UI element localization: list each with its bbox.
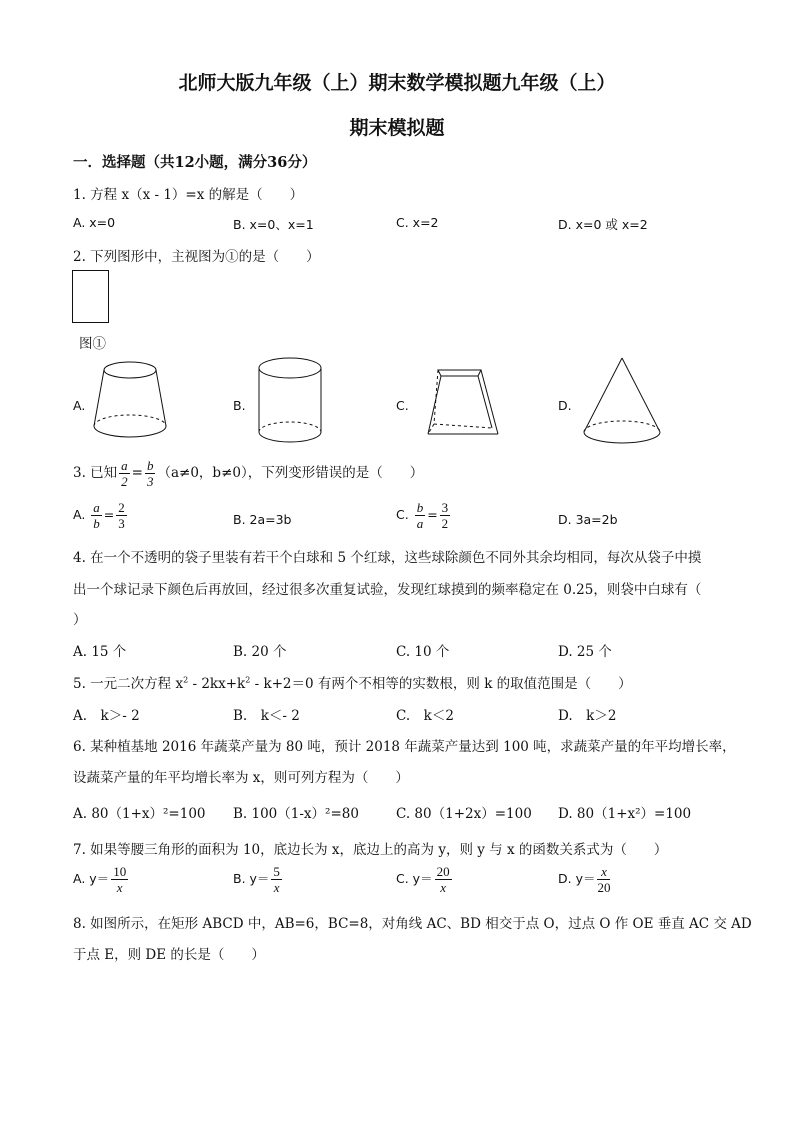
figure-1-label: 图① [79, 336, 106, 352]
fraction: $\frac{5}{x}$ [273, 864, 280, 895]
question-5-option-d: D. k＞2 [558, 708, 617, 724]
question-2-option-a: A. [73, 398, 86, 413]
question-2-option-d: D. [558, 398, 572, 413]
question-3-option-c: C. $\frac{b}{a}$ = $\frac{3}{2}$ [396, 500, 449, 531]
question-6-option-b: B. 100（1-x）²=80 [233, 806, 359, 822]
question-4-line-3: ） [73, 612, 87, 628]
fraction: $\frac{a}{b}$ [93, 500, 100, 531]
question-3-option-a: A. $\frac{a}{b}$ = $\frac{2}{3}$ [73, 500, 125, 531]
fraction: $\frac{b}{3}$ [146, 458, 154, 489]
question-5-option-b: B. k＜- 2 [233, 708, 300, 724]
question-4-line-1: 4. 在一个不透明的袋子里装有若干个白球和 5 个红球，这些球除颜色不同外其余均相同，每次从袋子中摸 [73, 550, 702, 566]
question-5-option-c: C. k＜2 [396, 708, 454, 724]
question-6-line-2: 设蔬菜产量的年平均增长率为 x，则可列方程为（ ） [73, 770, 409, 786]
fraction: $\frac{a}{2}$ [121, 458, 128, 489]
question-2-option-b: B. [233, 398, 246, 413]
question-4-option-a: A. 15 个 [73, 644, 127, 660]
question-2-option-c: C. [396, 398, 409, 413]
fraction: $\frac{3}{2}$ [441, 500, 449, 531]
question-3-option-d: D. 3a=2b [558, 512, 618, 527]
question-6-option-d: D. 80（1+x²）=100 [558, 806, 692, 822]
question-6-option-c: C. 80（1+2x）=100 [396, 806, 532, 822]
question-7-option-b: B. y＝ $\frac{5}{x}$ [233, 864, 280, 895]
question-4-option-d: D. 25 个 [558, 644, 612, 660]
question-5-option-a: A. k＞- 2 [73, 708, 140, 724]
question-3-stem: 3. 已知 $\frac{a}{2}$ = $\frac{b}{3}$ （a≠0，b≠0），下列变形错误的是（ ） [73, 458, 424, 489]
question-1-stem: 1. 方程 x（x - 1）=x 的解是（ ） [73, 187, 304, 203]
question-3-option-b: B. 2a=3b [233, 512, 292, 527]
question-1-option-d: D. x=0 或 x=2 [558, 217, 648, 232]
fraction: $\frac{x}{20}$ [597, 864, 611, 895]
question-4-line-2: 出一个球记录下颜色后再放回，经过很多次重复试验，发现红球摸到的频率稳定在 0.25，则袋中白球有（ [73, 582, 702, 598]
question-1-option-b: B. x=0、x=1 [233, 217, 314, 232]
frustum-icon [90, 360, 170, 445]
question-6-line-1: 6. 某种植基地 2016 年蔬菜产量为 80 吨，预计 2018 年蔬菜产量达到 100 吨，求蔬菜产量的年平均增长率， [73, 739, 736, 755]
question-8-line-2: 于点 E，则 DE 的长是（ ） [73, 947, 265, 963]
page-subtitle: 期末模拟题 [349, 117, 445, 139]
question-8-line-1: 8. 如图所示，在矩形 ABCD 中，AB=6，BC=8，对角线 AC、BD 相交于点 O，过点 O 作 OE 垂直 AC 交 AD [73, 916, 752, 932]
fraction: $\frac{b}{a}$ [416, 500, 424, 531]
page-title: 北师大版九年级（上）期末数学模拟题九年级（上） [178, 72, 616, 94]
question-2-stem: 2. 下列图形中，主视图为①的是（ ） [73, 249, 320, 265]
question-6-option-a: A. 80（1+x）²=100 [73, 806, 206, 822]
question-5-stem: 5. 一元二次方程 $x^2 - 2kx+k^2 - k+2=0$ 有两个不相等的实数根，则 k 的取值范围是（ ） [73, 675, 632, 692]
question-1-option-a: A. x=0 [73, 215, 116, 230]
fraction: $\frac{20}{x}$ [436, 864, 450, 895]
question-1-option-c: C. x=2 [396, 215, 439, 230]
fraction: $\frac{2}{3}$ [118, 500, 125, 531]
question-4-option-c: C. 10 个 [396, 644, 450, 660]
fraction: $\frac{10}{x}$ [113, 864, 127, 895]
rectangle-front-view-icon [72, 270, 110, 325]
question-7-option-c: C. y＝ $\frac{20}{x}$ [396, 864, 450, 895]
question-4-option-b: B. 20 个 [233, 644, 287, 660]
cone-icon [580, 356, 664, 446]
cylinder-icon [257, 356, 327, 446]
square-frustum-icon [416, 362, 502, 442]
question-7-stem: 7. 如果等腰三角形的面积为 10，底边长为 x，底边上的高为 y，则 y 与 x 的函数关系式为（ ） [73, 842, 668, 858]
question-7-option-d: D. y＝ $\frac{x}{20}$ [558, 864, 611, 895]
question-7-option-a: A. y＝ $\frac{10}{x}$ [73, 864, 127, 895]
section-heading: 一．选择题（共12小题，满分36分） [73, 154, 317, 171]
